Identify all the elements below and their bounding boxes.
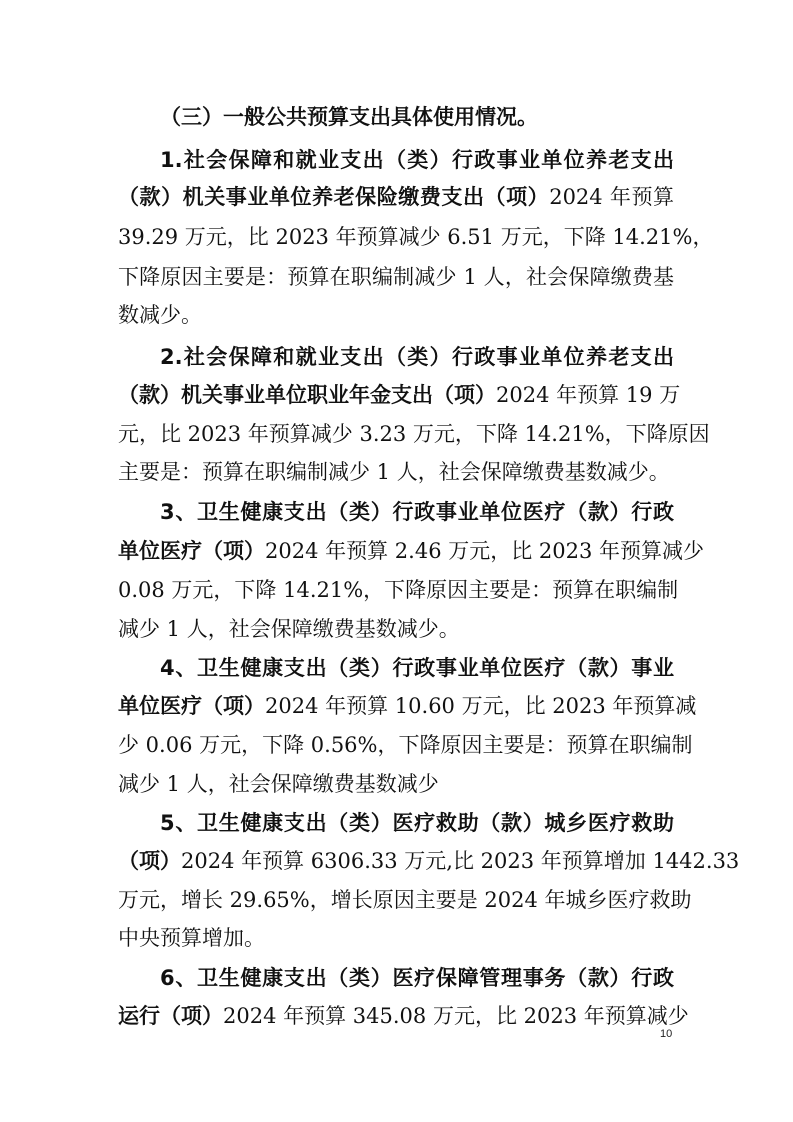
paragraph-5-line (160, 808, 674, 838)
body-text: 万元，增长 29.65%，增长原因主要是 2024 年城乡医疗救助 (118, 888, 692, 912)
paragraph-6-line (118, 1001, 689, 1031)
paragraph-5-line (118, 885, 692, 915)
body-text: 2024 年预算 345.08 万元，比 2023 年预算减少 (223, 1004, 689, 1028)
bold-text: （款）机关事业单位养老保险缴费支出（项） (118, 185, 550, 209)
bold-text: 3、卫生健康支出（类）行政事业单位医疗（款）行政 (160, 500, 674, 524)
body-text: 39.29 万元，比 2023 年预算减少 6.51 万元，下降 14.21%， (118, 225, 714, 249)
body-text: 少 0.06 万元，下降 0.56%，下降原因主要是：预算在职编制 (118, 733, 693, 757)
paragraph-1-line (118, 300, 674, 330)
paragraph-2-line (118, 457, 674, 487)
body-text: 主要是：预算在职编制减少 1 人，社会保障缴费基数减少。 (118, 460, 670, 484)
body-text: 2024 年预算 2.46 万元，比 2023 年预算减少 (265, 539, 705, 563)
paragraph-4-line (118, 769, 674, 799)
body-text: 减少 1 人，社会保障缴费基数减少 (118, 772, 439, 796)
bold-text: 5、卫生健康支出（类）医疗救助（款）城乡医疗救助 (160, 811, 674, 835)
section-heading: （三）一般公共预算支出具体使用情况。 (160, 105, 538, 129)
paragraph-3-line (160, 497, 674, 527)
paragraph-5-line (118, 923, 674, 953)
paragraph-1-line (118, 222, 714, 252)
paragraph-2-line (118, 380, 681, 410)
body-text: 下降原因主要是：预算在职编制减少 1 人，社会保障缴费基 (118, 265, 674, 289)
body-text: 2024 年预算 6306.33 万元,比 2023 年预算增加 1442.33 (181, 849, 740, 873)
paragraph-2-line (118, 419, 710, 449)
bold-text: （款）机关事业单位职业年金支出（项） (118, 383, 496, 407)
paragraph-4-line (118, 730, 693, 760)
body-text: 2024 年预算 19 万 (496, 383, 681, 407)
bold-text: 4、卫生健康支出（类）行政事业单位医疗（款）事业 (160, 656, 674, 680)
body-text: 数减少。 (118, 303, 202, 327)
paragraph-2-line (160, 342, 674, 372)
body-text: 减少 1 人，社会保障缴费基数减少。 (118, 617, 460, 641)
page-number: 10 (660, 1028, 673, 1040)
bold-text: 单位医疗（项） (118, 539, 265, 563)
paragraph-4-line (118, 691, 697, 721)
paragraph-1-line (160, 145, 674, 175)
body-text: 元，比 2023 年预算减少 3.23 万元，下降 14.21%，下降原因 (118, 422, 710, 446)
paragraph-3-line (118, 536, 705, 566)
bold-text: 运行（项） (118, 1004, 223, 1028)
paragraph-3-line (118, 575, 679, 605)
paragraph-3-line (118, 614, 674, 644)
bold-text: 6、卫生健康支出（类）医疗保障管理事务（款）行政 (160, 966, 674, 990)
body-text: 0.08 万元，下降 14.21%，下降原因主要是：预算在职编制 (118, 578, 679, 602)
paragraph-6-line (160, 963, 674, 993)
body-text: 2024 年预算 10.60 万元，比 2023 年预算减 (265, 694, 697, 718)
paragraph-1-line (118, 182, 674, 212)
paragraph-5-line (118, 846, 740, 876)
bold-text: 2.社会保障和就业支出（类）行政事业单位养老支出 (160, 345, 674, 369)
body-text: 2024 年预算 (549, 185, 675, 209)
body-text: 中央预算增加。 (118, 926, 265, 950)
paragraph-1-line (118, 262, 674, 292)
paragraph-4-line (160, 653, 674, 683)
bold-text: 1.社会保障和就业支出（类）行政事业单位养老支出 (160, 148, 674, 172)
bold-text: （项） (118, 849, 181, 873)
bold-text: 单位医疗（项） (118, 694, 265, 718)
